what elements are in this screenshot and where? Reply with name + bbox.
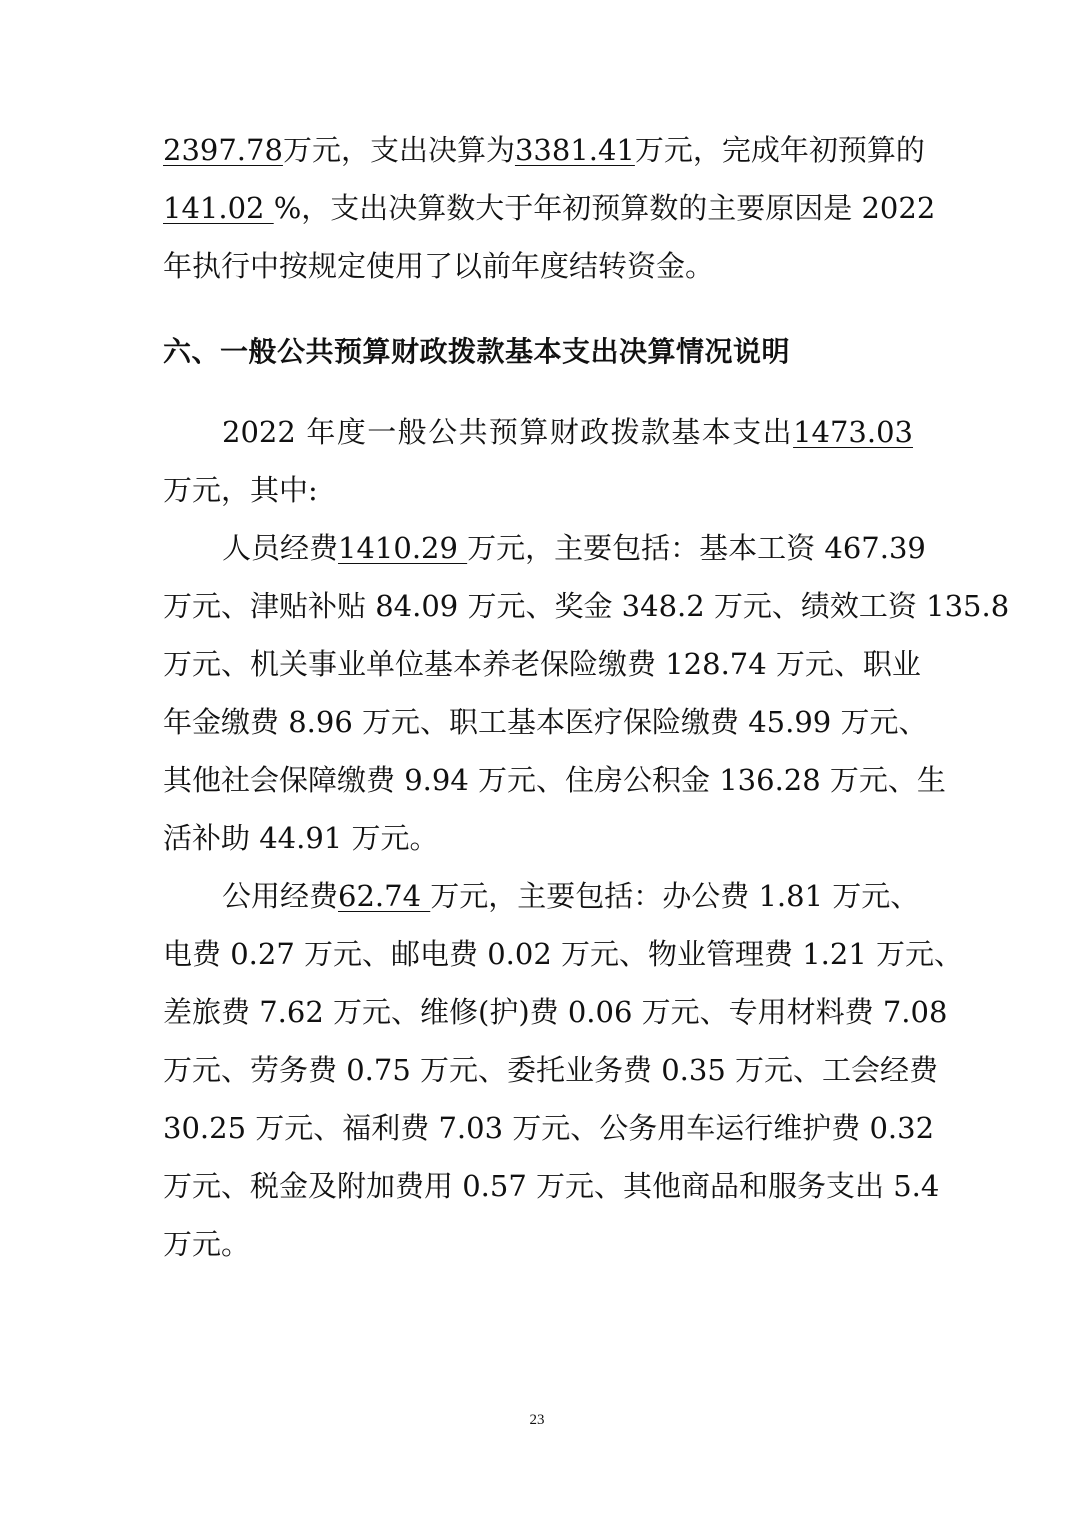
paragraph-4-line-2: 电费 0.27 万元、邮电费 0.02 万元、物业管理费 1.21 万元、 [163, 937, 964, 971]
paragraph-1-line-1: 2397.78万元，支出决算为3381.41万元，完成年初预算的 [163, 133, 925, 167]
completion-percent: 141.02 [163, 191, 274, 225]
personnel-expense-amount: 1410.29 [338, 531, 468, 565]
paragraph-2-line-1: 2022 年度一般公共预算财政拨款基本支出1473.03 [222, 415, 913, 449]
paragraph-4-line-1: 公用经费62.74 万元，主要包括：办公费 1.81 万元、 [222, 879, 920, 913]
paragraph-3-line-3: 万元、机关事业单位基本养老保险缴费 128.74 万元、职业 [163, 647, 921, 681]
paragraph-3-line-5: 其他社会保障缴费 9.94 万元、住房公积金 136.28 万元、生 [163, 763, 946, 797]
paragraph-4-line-5: 30.25 万元、福利费 7.03 万元、公务用车运行维护费 0.32 [163, 1111, 935, 1145]
paragraph-2-line-2: 万元，其中: [163, 473, 318, 507]
page-number: 23 [529, 1412, 545, 1428]
paragraph-1-line-2: 141.02 %，支出决算数大于年初预算数的主要原因是 2022 [163, 191, 936, 225]
paragraph-3-line-4: 年金缴费 8.96 万元、职工基本医疗保险缴费 45.99 万元、 [163, 705, 928, 739]
section-heading: 六、一般公共预算财政拨款基本支出决算情况说明 [163, 335, 791, 368]
paragraph-3-line-2: 万元、津贴补贴 84.09 万元、奖金 348.2 万元、绩效工资 135.8 [163, 589, 1010, 623]
paragraph-4-line-7: 万元。 [163, 1227, 251, 1261]
basic-expenditure-amount: 1473.03 [793, 415, 913, 449]
income-budget-amount: 2397.78 [163, 133, 283, 167]
paragraph-1-line-3: 年执行中按规定使用了以前年度结转资金。 [163, 249, 715, 283]
expenditure-final-amount: 3381.41 [514, 133, 635, 167]
paragraph-4-line-6: 万元、税金及附加费用 0.57 万元、其他商品和服务支出 5.4 [163, 1169, 940, 1203]
paragraph-4-line-3: 差旅费 7.62 万元、维修(护)费 0.06 万元、专用材料费 7.08 [163, 995, 948, 1029]
paragraph-3-line-1: 人员经费1410.29 万元，主要包括：基本工资 467.39 [222, 531, 926, 565]
public-expense-amount: 62.74 [338, 879, 431, 913]
paragraph-3-line-6: 活补助 44.91 万元。 [163, 821, 439, 855]
paragraph-4-line-4: 万元、劳务费 0.75 万元、委托业务费 0.35 万元、工会经费 [163, 1053, 939, 1087]
